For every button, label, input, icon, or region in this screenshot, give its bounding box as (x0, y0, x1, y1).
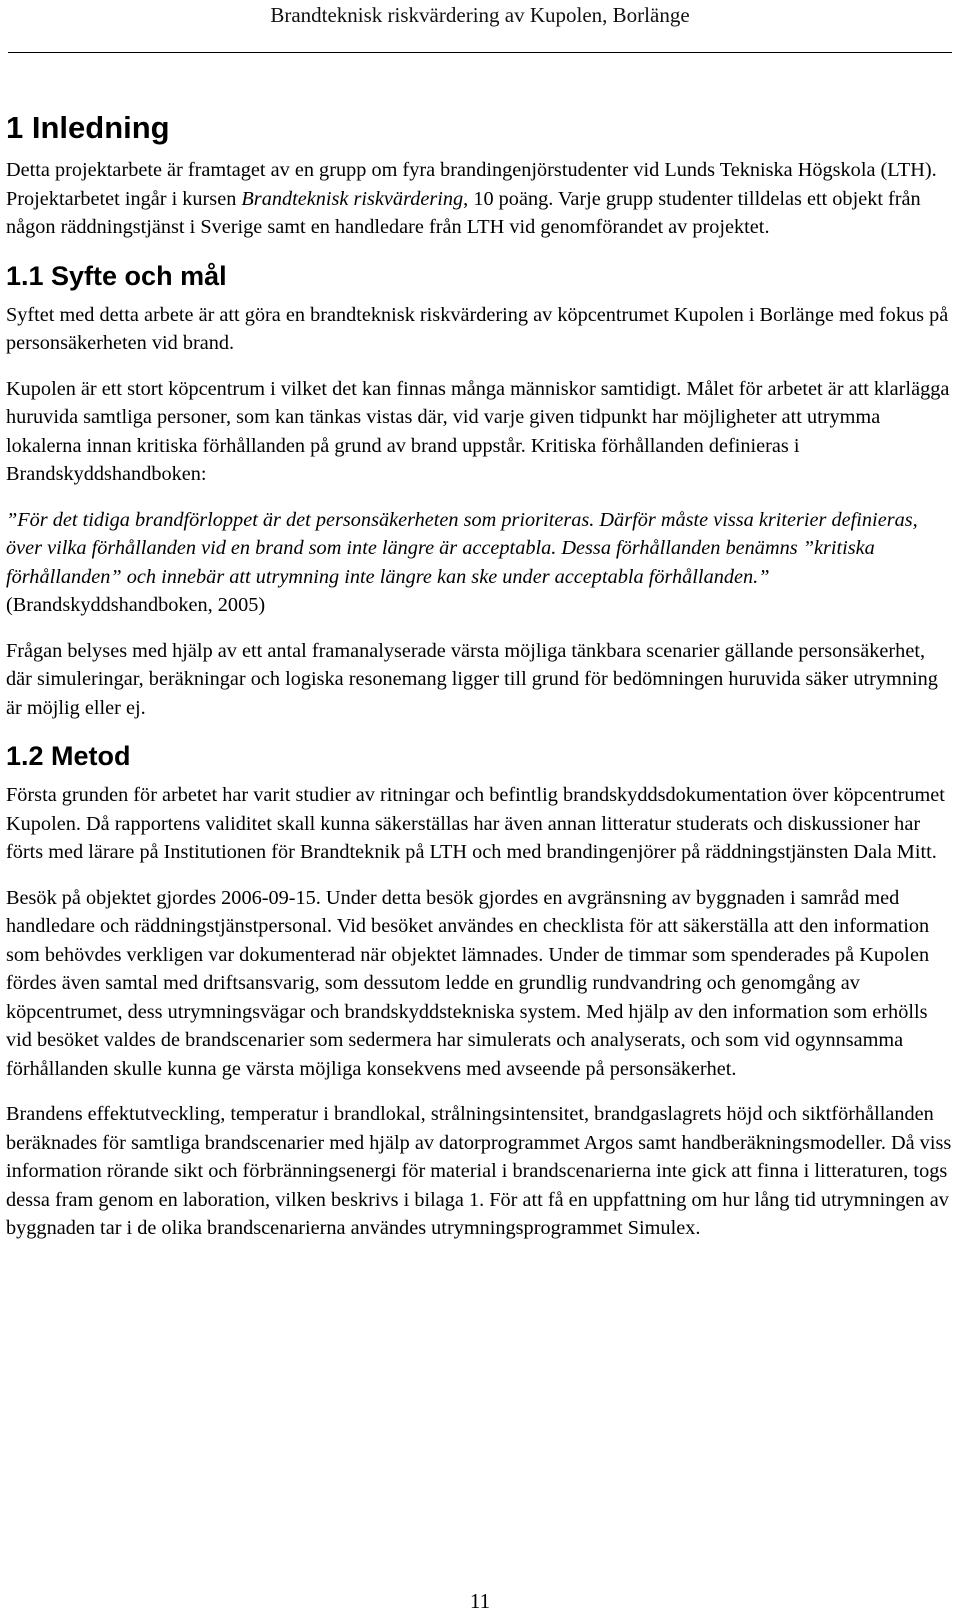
syfte-paragraph-1: Syftet med detta arbete är att göra en brandteknisk riskvärdering av köpcentrumet Kupolen i Borlänge med fokus på personsäkerheten vid brand. (6, 303, 949, 354)
metod-paragraph-1: Första grunden för arbetet har varit studier av ritningar och befintlig brandskyddsdokumentation över köpcentrumet Kupolen. Då rapportens validitet skall kunna säkerställas har även annan litteratur studerats och diskussioner har förts med lärare på Institutionen för Brandteknik på LTH och med brandingenjörer på räddningstjänsten Dala Mitt. (6, 784, 945, 863)
quote-citation: (Brandskyddshandboken, 2005) (6, 594, 266, 616)
metod-paragraph-3: Brandens effektutveckling, temperatur i brandlokal, strålningsintensitet, brandgaslagrets höjd och siktförhållanden beräknades för samtliga brandscenarier med hjälp av datorprogrammet Argos samt handberäkningsmodeller. Då viss information rörande sikt och förbränningsenergi för material i brandscenarierna inte gick att finna i litteraturen, togs dessa fram genom en laboration, vilken beskrivs i bilaga 1. För att få en uppfattning om hur lång tid utrymningen av byggnaden tar i de olika brandscenarierna användes utrymningsprogrammet Simulex. (6, 1103, 952, 1239)
header-rule (8, 52, 952, 53)
section-heading-inledning: 1 Inledning (6, 110, 170, 145)
intro-text-start: Detta projektarbete är framtaget av en grupp om fyra brandingenjörstudenter vid Lunds Tekniska Högskola (LTH). Projektarbetet ingår i kursen (6, 159, 937, 210)
section-heading-metod: 1.2 Metod (6, 741, 131, 771)
intro-paragraph (6, 156, 954, 242)
section-heading-syfte: 1.1 Syfte och mål (6, 260, 227, 291)
quote-text: ”För det tidiga brandförloppet är det personsäkerheten som prioriteras. Därför måste vissa kriterier definieras, över vilka förhållanden vid en brand som inte längre är acceptabla. Dessa förhållanden benämns ”kritiska förhållanden” och innebär att utrymning inte längre kan ske under acceptabla förhållanden.” (6, 508, 918, 588)
page-body (6, 108, 954, 1260)
quote-paragraph (6, 506, 954, 620)
running-header: Brandteknisk riskvärdering av Kupolen, Borlänge (270, 3, 690, 27)
metod-paragraph-2: Besök på objektet gjordes 2006-09-15. Under detta besök gjordes en avgränsning av byggnaden i samråd med handledare och räddningstjänstpersonal. Vid besöket användes en checklista för att säkerställa att den information som behövdes verkligen var dokumenterad när objektet lämnades. Under de timmar som spenderades på Kupolen fördes även samtal med driftsansvarig, som dessutom ledde en grundlig rundvandring och genomgång av köpcentrumet, dess utrymningsvägar och brandskyddstekniska system. Med hjälp av den information som erhölls vid besöket valdes de brandscenarier som sedermera har simulerats och analyserats, och som vid ogynnsamma förhållanden skulle kunna ge värsta möjliga konsekvens med avseende på personsäkerhet. (6, 886, 930, 1080)
course-name: Brandteknisk riskvärdering (241, 187, 464, 210)
page-number: 11 (469, 1589, 491, 1613)
syfte-paragraph-2: Kupolen är ett stort köpcentrum i vilket det kan finnas många människor samtidigt. Målet för arbetet är att klarlägga huruvida samtliga personer, som kan tänkas vistas där, vid varje given tidpunkt har möjligheter att utrymma lokalerna innan kritiska förhållanden på grund av brand uppstår. Kritiska förhållanden definieras i Brandskyddshandboken: (6, 377, 950, 485)
syfte-paragraph-3: Frågan belyses med hjälp av ett antal framanalyserade värsta möjliga tänkbara scenarier gällande personsäkerhet, där simuleringar, beräkningar och logiska resonemang ligger till grund för bedömningen huruvida säker utrymning är möjlig eller ej. (6, 639, 938, 719)
intro-text-end: , 10 poäng. Varje grupp studenter tilldelas ett objekt från någon räddningstjänst i Sverige samt en handledare från LTH vid genomförandet av projektet. (6, 187, 921, 238)
